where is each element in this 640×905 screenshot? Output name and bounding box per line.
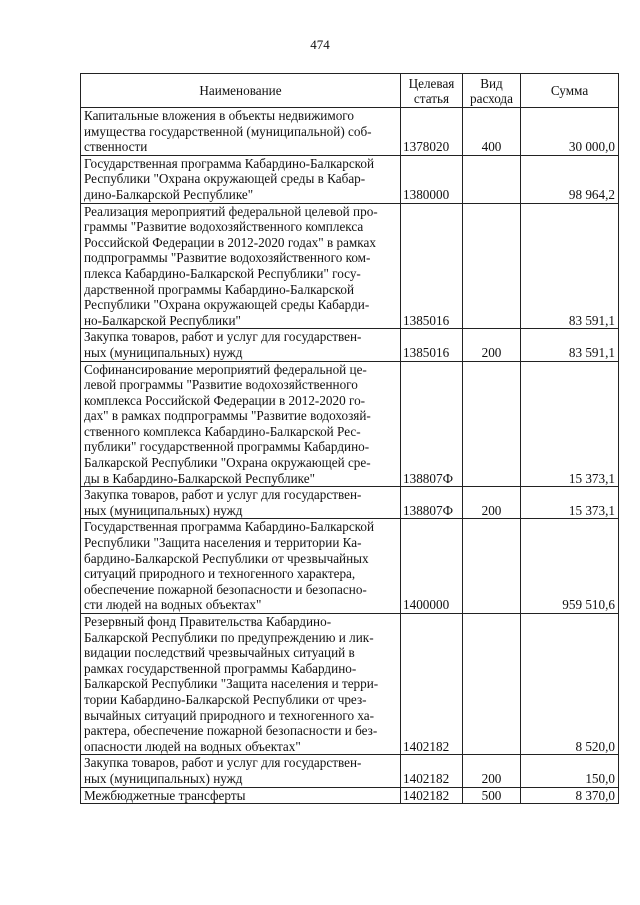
row-type — [463, 203, 521, 329]
row-article: 138807Ф — [401, 487, 463, 519]
row-type: 200 — [463, 755, 521, 787]
table-row — [81, 108, 619, 156]
row-type — [463, 361, 521, 487]
row-sum: 15 373,1 — [521, 361, 619, 487]
row-name: Государственная программа Кабардино-Балкарской Республики "Защита населения и территории Ка- бардино-Балкарской Республики от чрезвычайных ситуаций природного и техногенного характера, обеспечение пожарной безопасности и безопасно- сти людей на водных объектах" — [81, 519, 401, 614]
row-article: 1385016 — [401, 203, 463, 329]
row-type: 200 — [463, 487, 521, 519]
row-name: Софинансирование мероприятий федеральной це- левой программы "Развитие водохозяйственного комплекса Российской Федерации в 2012-2020 го- дах" в рамках подпрограммы "Развитие водохозяй- ственного комплекса Кабардино-Балкарской Рес- публики" государственной программы Кабардино- Балкарской Республики "Охрана окружающей сре- ды в Кабардино-Балкарской Республике" — [81, 361, 401, 487]
row-article: 1378020 — [401, 108, 463, 156]
table-row — [81, 755, 619, 787]
row-article: 138807Ф — [401, 361, 463, 487]
row-sum: 150,0 — [521, 755, 619, 787]
row-article: 1402182 — [401, 614, 463, 755]
table-row — [81, 519, 619, 614]
row-sum: 98 964,2 — [521, 155, 619, 203]
row-type — [463, 614, 521, 755]
table-header-row — [81, 74, 619, 108]
row-sum: 83 591,1 — [521, 329, 619, 361]
row-name: Капитальные вложения в объекты недвижимого имущества государственной (муниципальной) соб- ственности — [81, 108, 401, 156]
row-article: 1380000 — [401, 155, 463, 203]
row-sum: 15 373,1 — [521, 487, 619, 519]
row-type: 500 — [463, 787, 521, 804]
row-name: Закупка товаров, работ и услуг для государствен- ных (муниципальных) нужд — [81, 487, 401, 519]
header-type — [463, 74, 521, 108]
row-type: 200 — [463, 329, 521, 361]
table-row — [81, 361, 619, 487]
row-type: 400 — [463, 108, 521, 156]
table-row — [81, 787, 619, 804]
budget-table — [80, 73, 619, 804]
row-name: Государственная программа Кабардино-Балкарской Республики "Охрана окружающей среды в Кабар- дино-Балкарской Республике" — [81, 155, 401, 203]
row-name: Реализация мероприятий федеральной целевой про- граммы "Развитие водохозяйственного комплекса Российской Федерации в 2012-2020 годах" в рамках подпрограммы "Развитие водохозяйственного ком- плекса Кабардино-Балкарской Республики" госу- дарственной программы Кабардино-Балкарской Республики "Охрана окружающей среды Кабарди- но-Балкарской Республики" — [81, 203, 401, 329]
header-sum: Сумма — [521, 74, 619, 108]
header-article-label: Целевая статья — [408, 75, 455, 106]
row-sum: 30 000,0 — [521, 108, 619, 156]
row-sum: 8 370,0 — [521, 787, 619, 804]
row-article: 1400000 — [401, 519, 463, 614]
header-article — [401, 74, 463, 108]
page-number: 474 — [310, 37, 330, 52]
row-name: Резервный фонд Правительства Кабардино- Балкарской Республики по предупреждению и лик- видации последствий чрезвычайных ситуаций в рамках государственной программы Кабардино- Балкарской Республики "Защита населения и терри- тории Кабардино-Балкарской Республики от чрез- вычайных ситуаций природного и техногенного ха- рактера, обеспечение пожарной безопасности и без- опасности людей на водных объектах" — [81, 614, 401, 755]
row-type — [463, 519, 521, 614]
row-name: Закупка товаров, работ и услуг для государствен- ных (муниципальных) нужд — [81, 329, 401, 361]
row-article: 1402182 — [401, 787, 463, 804]
row-sum: 959 510,6 — [521, 519, 619, 614]
header-type-label: Вид расхода — [470, 75, 513, 106]
row-article: 1385016 — [401, 329, 463, 361]
table-row — [81, 203, 619, 329]
row-article: 1402182 — [401, 755, 463, 787]
row-name: Межбюджетные трансферты — [81, 787, 401, 804]
table-row — [81, 487, 619, 519]
row-name: Закупка товаров, работ и услуг для государствен- ных (муниципальных) нужд — [81, 755, 401, 787]
header-name: Наименование — [81, 74, 401, 108]
table-row — [81, 614, 619, 755]
row-sum: 83 591,1 — [521, 203, 619, 329]
row-sum: 8 520,0 — [521, 614, 619, 755]
table-row — [81, 155, 619, 203]
row-type — [463, 155, 521, 203]
table-row — [81, 329, 619, 361]
